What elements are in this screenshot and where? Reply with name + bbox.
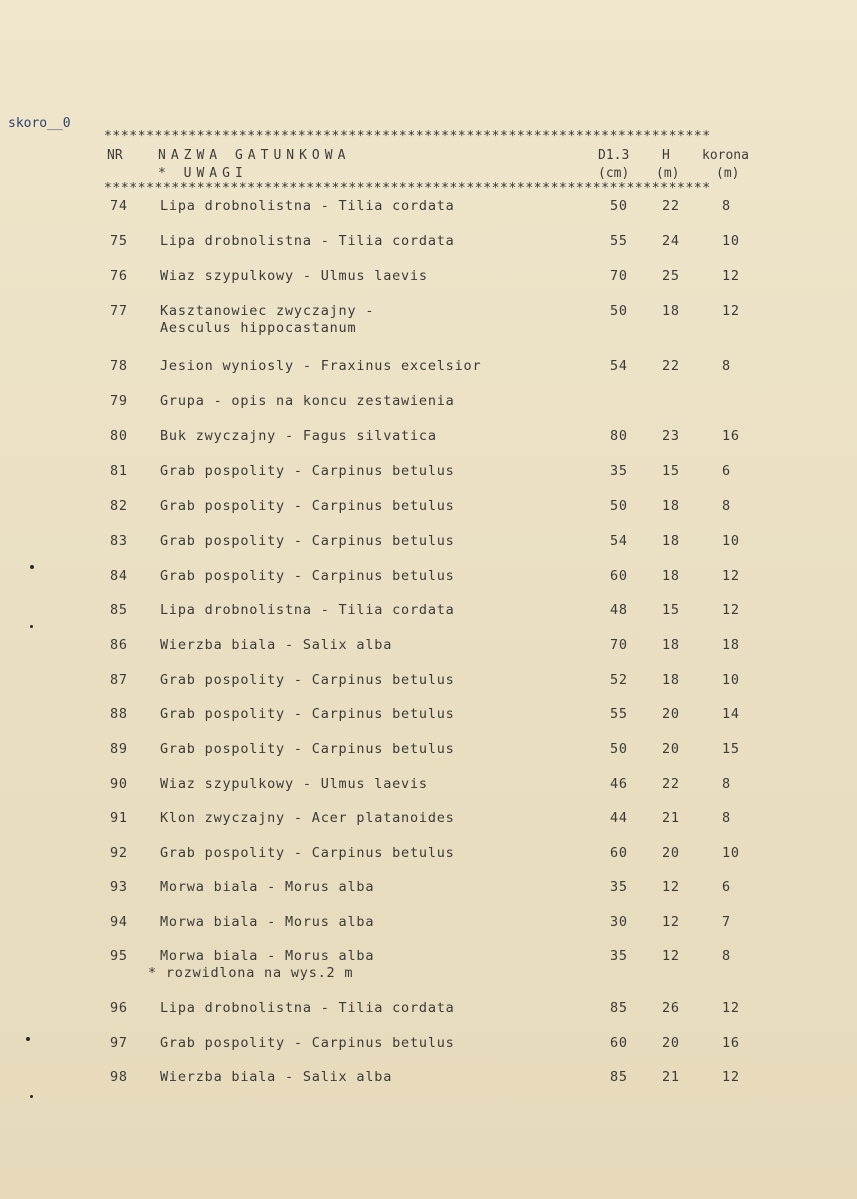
row-korona: 12 [722, 1069, 740, 1085]
row-nr: 78 [110, 358, 128, 374]
row-height: 22 [662, 198, 680, 214]
row-korona: 10 [722, 845, 740, 861]
row-species-name: Grab pospolity - Carpinus betulus [160, 706, 455, 722]
row-species-name: Lipa drobnolistna - Tilia cordata [160, 1000, 455, 1016]
row-d13: 50 [610, 741, 628, 757]
row-species-name: Wierzba biala - Salix alba [160, 1069, 393, 1085]
row-height: 18 [662, 533, 680, 549]
row-height: 22 [662, 776, 680, 792]
row-height: 12 [662, 879, 680, 895]
header-korona: korona [702, 148, 749, 163]
row-species-name: Wiaz szypulkowy - Ulmus laevis [160, 776, 428, 792]
row-species-name: Grupa - opis na koncu zestawienia [160, 393, 455, 409]
row-d13: 55 [610, 233, 628, 249]
paper-speck [30, 625, 33, 628]
row-nr: 83 [110, 533, 128, 549]
row-nr: 79 [110, 393, 128, 409]
row-height: 25 [662, 268, 680, 284]
row-nr: 80 [110, 428, 128, 444]
row-korona: 6 [722, 463, 731, 479]
row-species-name: Lipa drobnolistna - Tilia cordata [160, 602, 455, 618]
paper-speck [30, 1095, 33, 1098]
row-height: 24 [662, 233, 680, 249]
row-height: 22 [662, 358, 680, 374]
row-height: 21 [662, 1069, 680, 1085]
row-height: 18 [662, 303, 680, 319]
row-height: 15 [662, 463, 680, 479]
paper-speck [26, 1037, 30, 1041]
row-d13: 60 [610, 568, 628, 584]
row-d13: 35 [610, 879, 628, 895]
header-notes: * UWAGI [158, 166, 248, 181]
row-species-name: Grab pospolity - Carpinus betulus [160, 1035, 455, 1051]
row-d13: 50 [610, 303, 628, 319]
header-d13: D1.3 [598, 148, 630, 163]
row-species-name: Kasztanowiec zwyczajny - [160, 303, 375, 319]
row-nr: 81 [110, 463, 128, 479]
row-nr: 91 [110, 810, 128, 826]
row-nr: 93 [110, 879, 128, 895]
row-nr: 88 [110, 706, 128, 722]
row-d13: 70 [610, 637, 628, 653]
row-korona: 12 [722, 268, 740, 284]
header-d13-unit: (cm) [598, 166, 630, 181]
document-label: skoro__0 [8, 116, 71, 131]
row-d13: 48 [610, 602, 628, 618]
row-d13: 54 [610, 533, 628, 549]
row-note: * rozwidlona na wys.2 m [148, 965, 354, 981]
row-species-name: Grab pospolity - Carpinus betulus [160, 463, 455, 479]
header-name: NAZWA GATUNKOWA [158, 148, 351, 163]
row-nr: 95 [110, 948, 128, 964]
row-height: 18 [662, 498, 680, 514]
row-d13: 85 [610, 1000, 628, 1016]
row-species-name: Morwa biala - Morus alba [160, 914, 375, 930]
row-height: 18 [662, 568, 680, 584]
row-species-name: Lipa drobnolistna - Tilia cordata [160, 198, 455, 214]
row-korona: 12 [722, 1000, 740, 1016]
row-species-name: Wiaz szypulkowy - Ulmus laevis [160, 268, 428, 284]
row-korona: 8 [722, 358, 731, 374]
row-height: 20 [662, 741, 680, 757]
row-nr: 90 [110, 776, 128, 792]
row-nr: 92 [110, 845, 128, 861]
row-nr: 75 [110, 233, 128, 249]
row-d13: 60 [610, 1035, 628, 1051]
row-d13: 46 [610, 776, 628, 792]
row-korona: 8 [722, 810, 731, 826]
row-height: 26 [662, 1000, 680, 1016]
separator-top: ************************************************************************ [104, 130, 711, 144]
row-height: 20 [662, 706, 680, 722]
row-korona: 12 [722, 568, 740, 584]
row-korona: 14 [722, 706, 740, 722]
row-nr: 89 [110, 741, 128, 757]
row-nr: 98 [110, 1069, 128, 1085]
row-species-name: Grab pospolity - Carpinus betulus [160, 498, 455, 514]
row-height: 18 [662, 637, 680, 653]
row-korona: 12 [722, 602, 740, 618]
row-d13: 55 [610, 706, 628, 722]
row-nr: 97 [110, 1035, 128, 1051]
row-d13: 52 [610, 672, 628, 688]
row-korona: 7 [722, 914, 731, 930]
header-h: H [662, 148, 670, 163]
row-korona: 10 [722, 533, 740, 549]
row-species-name: Grab pospolity - Carpinus betulus [160, 845, 455, 861]
row-d13: 85 [610, 1069, 628, 1085]
row-species-name: Grab pospolity - Carpinus betulus [160, 533, 455, 549]
row-species-name: Grab pospolity - Carpinus betulus [160, 568, 455, 584]
row-korona: 6 [722, 879, 731, 895]
row-species-name: Morwa biala - Morus alba [160, 948, 375, 964]
paper-speck [30, 565, 34, 569]
row-species-name: Grab pospolity - Carpinus betulus [160, 672, 455, 688]
row-height: 15 [662, 602, 680, 618]
row-d13: 50 [610, 198, 628, 214]
row-species-name: Lipa drobnolistna - Tilia cordata [160, 233, 455, 249]
row-height: 21 [662, 810, 680, 826]
header-nr: NR [107, 148, 123, 163]
row-nr: 94 [110, 914, 128, 930]
row-korona: 16 [722, 428, 740, 444]
row-nr: 86 [110, 637, 128, 653]
row-nr: 84 [110, 568, 128, 584]
row-species-name: Morwa biala - Morus alba [160, 879, 375, 895]
row-species-name: Jesion wyniosly - Fraxinus excelsior [160, 358, 482, 374]
row-height: 20 [662, 845, 680, 861]
row-korona: 10 [722, 672, 740, 688]
row-nr: 82 [110, 498, 128, 514]
row-d13: 80 [610, 428, 628, 444]
row-d13: 70 [610, 268, 628, 284]
row-d13: 60 [610, 845, 628, 861]
row-height: 12 [662, 914, 680, 930]
row-species-name: Grab pospolity - Carpinus betulus [160, 741, 455, 757]
row-height: 12 [662, 948, 680, 964]
row-species-name-latin: Aesculus hippocastanum [160, 320, 357, 336]
row-d13: 54 [610, 358, 628, 374]
row-d13: 35 [610, 463, 628, 479]
row-korona: 18 [722, 637, 740, 653]
header-korona-unit: (m) [716, 166, 740, 181]
row-nr: 74 [110, 198, 128, 214]
separator-bottom: ************************************************************************ [104, 182, 711, 196]
row-d13: 30 [610, 914, 628, 930]
row-nr: 77 [110, 303, 128, 319]
row-nr: 96 [110, 1000, 128, 1016]
header-h-unit: (m) [656, 166, 680, 181]
row-species-name: Buk zwyczajny - Fagus silvatica [160, 428, 437, 444]
row-korona: 15 [722, 741, 740, 757]
row-d13: 44 [610, 810, 628, 826]
row-d13: 50 [610, 498, 628, 514]
row-species-name: Klon zwyczajny - Acer platanoides [160, 810, 455, 826]
row-korona: 8 [722, 776, 731, 792]
row-korona: 8 [722, 198, 731, 214]
table-header [0, 148, 857, 184]
row-nr: 76 [110, 268, 128, 284]
row-korona: 8 [722, 498, 731, 514]
row-korona: 8 [722, 948, 731, 964]
row-height: 20 [662, 1035, 680, 1051]
row-nr: 87 [110, 672, 128, 688]
row-korona: 12 [722, 303, 740, 319]
row-korona: 10 [722, 233, 740, 249]
row-species-name: Wierzba biala - Salix alba [160, 637, 393, 653]
row-height: 23 [662, 428, 680, 444]
row-korona: 16 [722, 1035, 740, 1051]
row-d13: 35 [610, 948, 628, 964]
row-height: 18 [662, 672, 680, 688]
row-nr: 85 [110, 602, 128, 618]
